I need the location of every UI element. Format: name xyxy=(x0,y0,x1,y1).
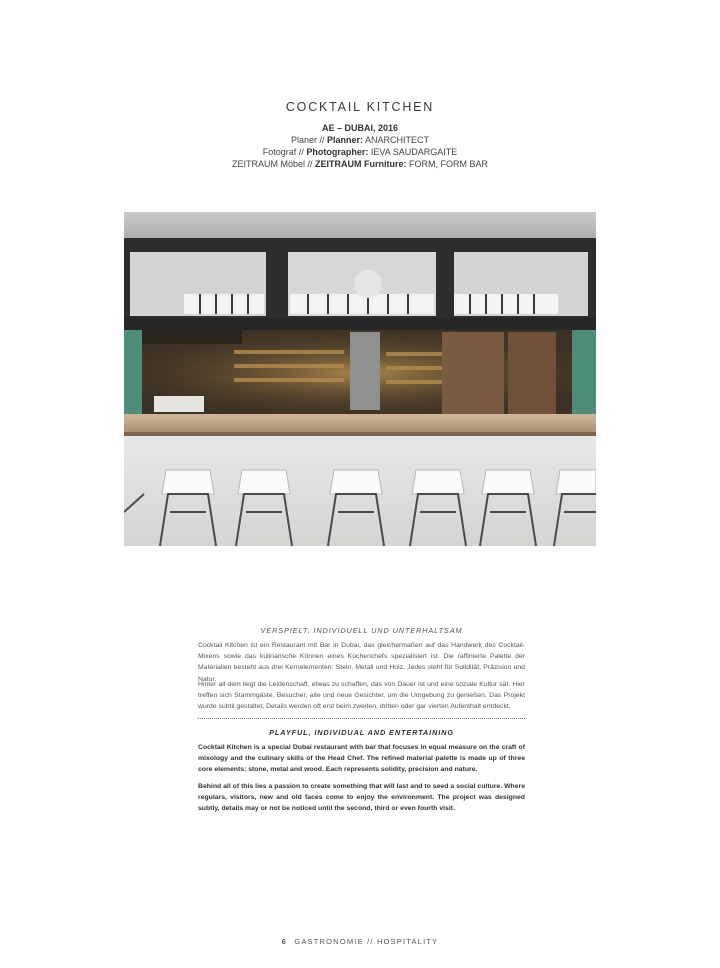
footer-section-en: HOSPITALITY xyxy=(376,937,439,946)
separator: // xyxy=(298,147,304,157)
photographer-value: IEVA SAUDARGAITE xyxy=(370,147,458,157)
project-header xyxy=(0,100,720,170)
english-paragraph-2: Behind all of this lies a passion to create something that will last and to seed a social culture. Where regulars, visitors, new and old faces come to enjoy the environment. The project was designed subtly, details may or not be noticed until the second, third or even fourth visit. xyxy=(198,783,525,813)
furniture-value: FORM, FORM BAR xyxy=(409,159,489,169)
restaurant-bar-photo xyxy=(124,212,596,546)
german-heading: VERSPIELT, INDIVIDUELL UND UNTERHALTSAM xyxy=(260,626,463,635)
german-paragraph-1: Cocktail Kitchen ist ein Restaurant mit Bar in Dubai, das gleichermaßen auf das Handwerk des Cocktail-Mixens sowie das kulinarische Können eines Küchenchefs spezialisiert ist. Die raffinierte Palette der Materialien besteht aus drei Kernelementen: Stein, Metall und Holz. Jedes steht für Solidität, Präzision und Natur. xyxy=(198,642,525,683)
page-footer xyxy=(0,937,720,946)
separator: // xyxy=(307,159,313,169)
photographer-en-label: Photographer: xyxy=(306,147,369,157)
location-line xyxy=(0,122,720,134)
foto-de-label: Fotograf xyxy=(262,147,297,157)
planner-en-label: Planner: xyxy=(327,135,364,145)
furniture-en-label: ZEITRAUM Furniture: xyxy=(315,159,407,169)
location-text: AE – DUBAI, 2016 xyxy=(321,123,399,133)
english-paragraph-1: Cocktail Kitchen is a special Dubai restaurant with bar that focuses in equal measure on the craft of mixology and the culinary skills of the Head Chef. The refined material palette is made up of three core elements: stone, metal and wood. Each represents solidity, precision and nature. xyxy=(198,744,525,774)
german-paragraph-2: Hinter all dem liegt die Leidenschaft, etwas zu schaffen, das von Dauer ist und eine soziale Kultur sät. Hier treffen sich Stammgäste, Besucher, alte und neue Gesichter, um die Umgebung zu genießen. Das Projekt wurde subtil gestaltet, Details werden oft erst beim zweiten, dritten oder gar vierten Aufenthalt entdeckt. xyxy=(198,681,525,711)
furniture-de-label: ZEITRAUM Möbel xyxy=(231,159,305,169)
page-number: 6 xyxy=(281,937,288,946)
photographer-line xyxy=(0,146,720,158)
footer-section-de: GASTRONOMIE xyxy=(294,937,364,946)
separator: // xyxy=(319,135,325,145)
planner-line xyxy=(0,134,720,146)
page-title: COCKTAIL KITCHEN xyxy=(285,100,435,114)
planer-de-label: Planer xyxy=(290,135,317,145)
furniture-line xyxy=(0,158,720,170)
planner-value: ANARCHITECT xyxy=(365,135,430,145)
footer-separator: // xyxy=(367,937,374,946)
english-heading: PLAYFUL, INDIVIDUAL AND ENTERTAINING xyxy=(269,728,454,737)
section-divider xyxy=(198,718,525,719)
